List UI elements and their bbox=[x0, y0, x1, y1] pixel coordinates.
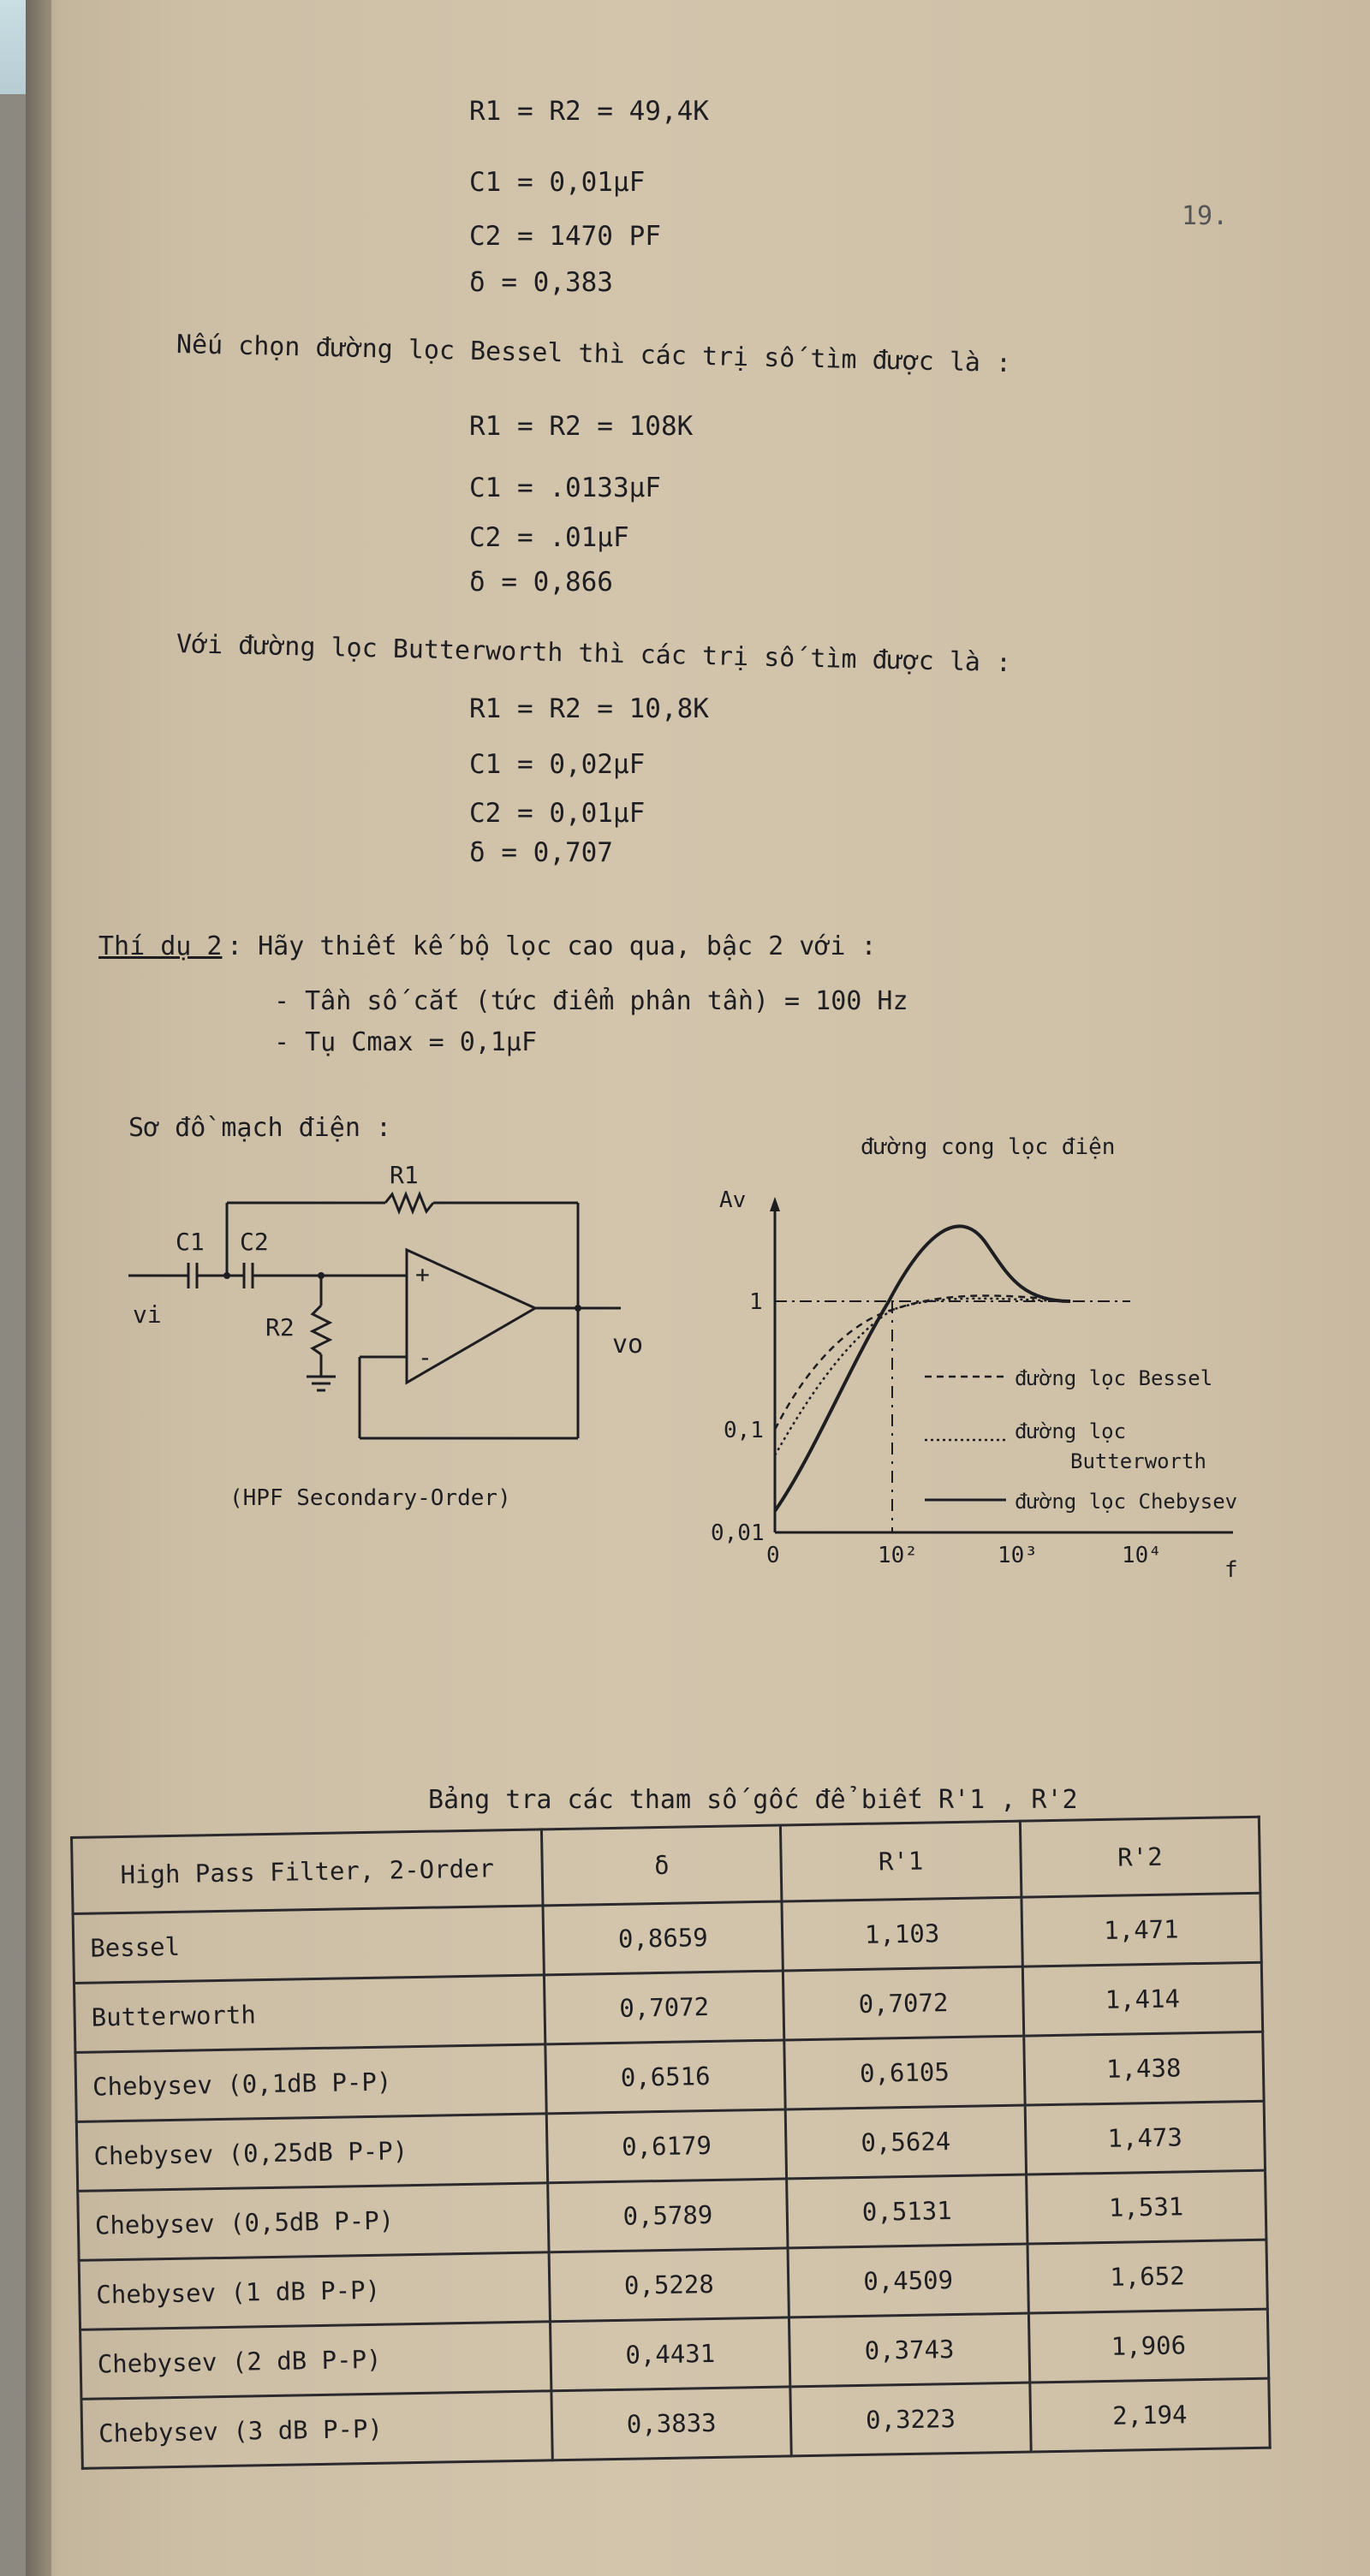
y-tick-label: 0,01 bbox=[711, 1520, 765, 1546]
y-axis-label: Av bbox=[719, 1187, 747, 1213]
bessel-curve bbox=[775, 1295, 1070, 1430]
circuit-diagram bbox=[103, 1156, 651, 1515]
opamp-minus: - bbox=[418, 1343, 432, 1371]
table-row: Chebysev (3 dB P-P) 0,3833 0,3223 2,194 bbox=[81, 2378, 1270, 2468]
filter-response-chart bbox=[668, 1173, 1353, 1618]
table-row: Chebysev (2 dB P-P) 0,4431 0,3743 1,906 bbox=[80, 2309, 1269, 2399]
example-text: : Hãy thiết kế bộ lọc cao qua, bậc 2 với : bbox=[227, 931, 877, 961]
legend-bessel: đường lọc Bessel bbox=[1015, 1366, 1213, 1390]
table-caption: Bảng tra các tham số gốc để biết R'1 , R'2 bbox=[428, 1785, 1078, 1815]
equation-c2: C2 = .01µF bbox=[469, 522, 629, 553]
x-tick-label: 10³ bbox=[998, 1543, 1038, 1568]
label-r2: R2 bbox=[265, 1313, 295, 1342]
equation-c2: C2 = 0,01µF bbox=[469, 798, 646, 829]
opamp-plus: + bbox=[415, 1260, 430, 1288]
table-row: Chebysev (1 dB P-P) 0,5228 0,4509 1,652 bbox=[79, 2240, 1267, 2329]
equation-r: R1 = R2 = 108K bbox=[469, 411, 694, 442]
table-row: Bessel 0,8659 1,103 1,471 bbox=[73, 1893, 1261, 1983]
legend-butterworth-2: Butterworth bbox=[1070, 1449, 1206, 1473]
x-axis-label: f bbox=[1224, 1557, 1238, 1583]
label-r1: R1 bbox=[390, 1161, 419, 1189]
table-row: Chebysev (0,25dB P-P) 0,6179 0,5624 1,473 bbox=[76, 2101, 1265, 2191]
legend-butterworth-1: đường lọc bbox=[1015, 1419, 1127, 1443]
header-r2: R'2 bbox=[1020, 1817, 1260, 1897]
x-tick-label: 10² bbox=[878, 1543, 918, 1568]
bessel-intro: Nếu chọn đường lọc Bessel thì các trị số tìm được là : bbox=[176, 330, 1012, 379]
equation-delta: δ = 0,383 bbox=[469, 267, 613, 298]
equation-c1: C1 = .0133µF bbox=[469, 473, 661, 503]
table-row: Chebysev (0,5dB P-P) 0,5789 0,5131 1,531 bbox=[78, 2170, 1266, 2260]
table-row: Chebysev (0,1dB P-P) 0,6516 0,6105 1,438 bbox=[75, 2032, 1264, 2121]
butterworth-intro: Với đường lọc Butterworth thì các trị số tìm được là : bbox=[176, 629, 1012, 679]
circuit-caption: (HPF Secondary-Order) bbox=[229, 1485, 511, 1511]
example-line-2: - Tụ Cmax = 0,1µF bbox=[274, 1027, 538, 1057]
header-delta: δ bbox=[541, 1825, 782, 1906]
label-vout: vo bbox=[612, 1330, 644, 1359]
equation-r: R1 = R2 = 49,4K bbox=[469, 96, 709, 127]
label-c1: C1 bbox=[176, 1228, 205, 1256]
equation-r: R1 = R2 = 10,8K bbox=[469, 693, 709, 724]
table-row: Butterworth 0,7072 0,7072 1,414 bbox=[74, 1962, 1262, 2052]
equation-delta: δ = 0,866 bbox=[469, 567, 613, 598]
circuit-title: Sơ đồ mạch điện : bbox=[128, 1113, 392, 1143]
label-c2: C2 bbox=[240, 1228, 269, 1256]
x-tick-label: 0 bbox=[766, 1543, 780, 1568]
example-label: Thí dụ 2 bbox=[98, 931, 223, 961]
y-tick-label: 1 bbox=[749, 1289, 763, 1315]
example-line-1: - Tần số cắt (tức điểm phân tần) = 100 Hz bbox=[274, 986, 908, 1016]
curve-title: đường cong lọc điện bbox=[861, 1134, 1116, 1160]
equation-c2: C2 = 1470 PF bbox=[469, 221, 661, 252]
header-r1: R'1 bbox=[781, 1821, 1022, 1901]
page-number-mark: 19. bbox=[1182, 201, 1229, 231]
page-binding-edge bbox=[26, 0, 51, 2576]
header-filter: High Pass Filter, 2-Order bbox=[72, 1829, 543, 1914]
label-vin: vi bbox=[133, 1300, 162, 1329]
y-tick-label: 0,1 bbox=[724, 1418, 764, 1443]
parameter-table bbox=[70, 1816, 1272, 2470]
equation-c1: C1 = 0,01µF bbox=[469, 167, 646, 198]
equation-c1: C1 = 0,02µF bbox=[469, 749, 646, 780]
x-tick-label: 10⁴ bbox=[1122, 1543, 1162, 1568]
legend-chebysev: đường lọc Chebysev bbox=[1015, 1490, 1238, 1514]
equation-delta: δ = 0,707 bbox=[469, 837, 613, 868]
